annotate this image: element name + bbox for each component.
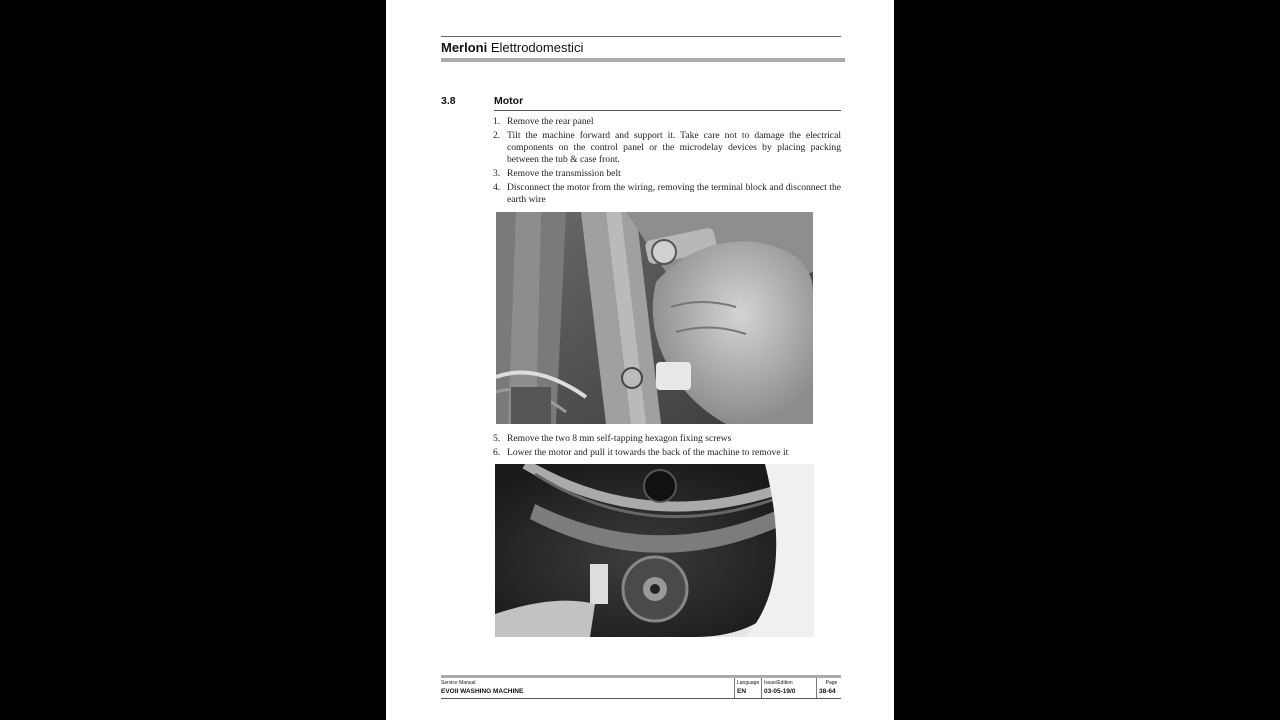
brand-name-bold: Merloni xyxy=(441,40,488,55)
section-rule xyxy=(494,110,841,111)
footer-page-cell: Page 38-64 xyxy=(816,678,844,698)
step-item: 4. Disconnect the motor from the wiring, removing the terminal block and disconnect the earth wire xyxy=(493,182,841,205)
footer xyxy=(441,678,841,698)
step-item: 1. Remove the rear panel xyxy=(493,116,594,127)
footer-language-cell: Language EN xyxy=(734,678,761,698)
section-title: Motor xyxy=(494,95,524,107)
step-item: 5. Remove the two 8 mm self-tapping hexagon fixing screws xyxy=(493,433,732,444)
header-bar xyxy=(441,58,845,62)
brand-name-rest: Elettrodomestici xyxy=(490,40,584,55)
step-item: 2. Tilt the machine forward and support it. Take care not to damage the electrical components on the control panel or the microdelay devices by placing packing between the tub & case front. xyxy=(493,130,841,165)
motor-wiring-photo xyxy=(496,212,813,424)
step-item: 3. Remove the transmission belt xyxy=(493,168,621,179)
header-top-rule xyxy=(441,36,841,37)
footer-doc-cell: Service Manual EVOII WASHING MACHINE xyxy=(441,680,524,695)
section-number: 3.8 xyxy=(441,95,456,107)
footer-bottom-rule xyxy=(441,698,841,699)
steps-list-second xyxy=(493,433,841,461)
steps-list-first xyxy=(493,116,841,208)
brand-header xyxy=(441,40,583,55)
footer-issue-cell: Issue/Edition 03-05-19/0 xyxy=(761,678,816,698)
motor-removal-photo xyxy=(495,464,814,637)
manual-page xyxy=(386,0,894,720)
step-item: 6. Lower the motor and pull it towards the back of the machine to remove it xyxy=(493,447,789,458)
